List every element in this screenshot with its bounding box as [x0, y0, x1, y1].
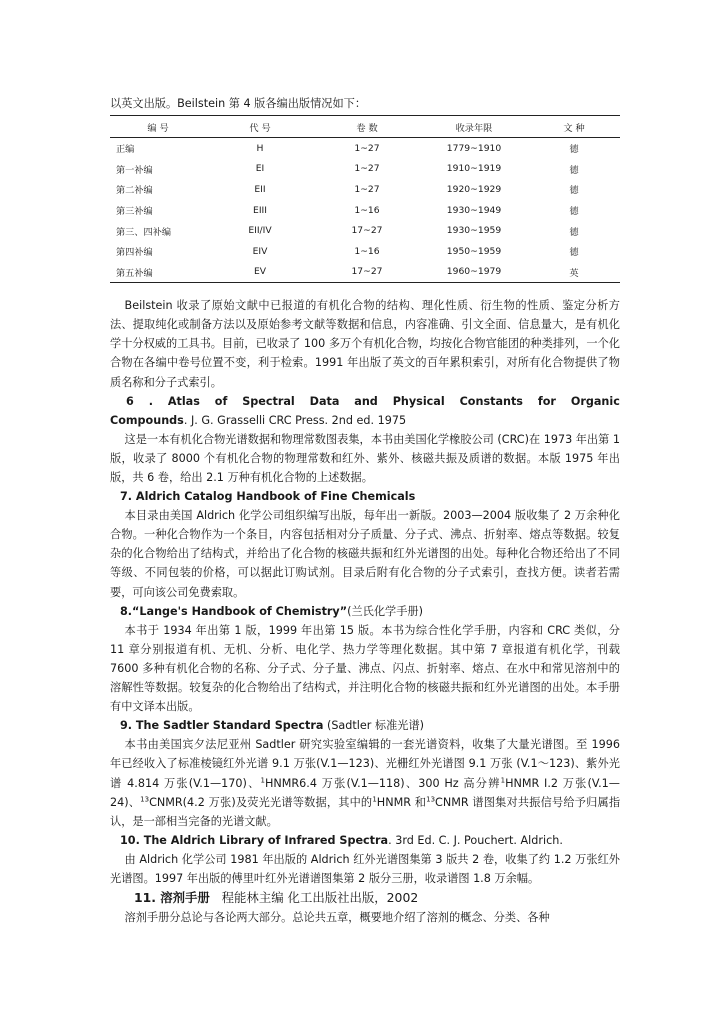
- cell-volumes: 17~27: [351, 225, 383, 237]
- table-row: [110, 138, 620, 159]
- document-page: [110, 96, 620, 927]
- table-row: [110, 262, 620, 283]
- beilstein-paragraph: Beilstein 收录了原始文献中已报道的有机化合物的结构、理化性质、衍生物的性质、鉴定分析方法、提取纯化或制备方法以及原始参考文献等数据和信息，内容准确、引文全面、信息量大，是有机化学十分权威的工具书。目前，已收录了 100 多万个有机化合物，均按化合物官能团的种类排列，一个化合物在各编中卷号位置不变，利于检索。1991 年出版了英文的百年累积索引，对所有化合物提供了物质名称和分子式索引。: [110, 299, 620, 389]
- cell-years: 1950~1959: [446, 245, 502, 257]
- header-code: 代 号: [206, 116, 314, 138]
- cell-language: 德: [569, 144, 579, 156]
- table-row: [110, 241, 620, 262]
- cell-code: H: [256, 142, 264, 154]
- section-9-title: 9. The Sadtler Standard Spectra (Sadtler 标准光谱): [120, 719, 425, 733]
- cell-number: 正编: [116, 144, 135, 156]
- header-number: 编 号: [110, 116, 206, 138]
- table-header-row: [110, 116, 620, 138]
- section-11-body: 溶剂手册分总论与各论两大部分。总论共五章，概要地介绍了溶剂的概念、分类、各种: [124, 911, 550, 925]
- cell-number: 第五补编: [110, 262, 206, 283]
- cell-volumes: 1~16: [354, 245, 380, 257]
- cell-language: 德: [569, 206, 579, 218]
- table-row: [110, 200, 620, 221]
- section-10-title: 10. The Aldrich Library of Infrared Spectra. 3rd Ed. C. J. Pouchert. Aldrich.: [120, 833, 563, 847]
- cell-years: 1920~1929: [446, 183, 502, 195]
- header-years: 收录年限: [420, 116, 528, 138]
- cell-number: 第一补编: [116, 164, 153, 176]
- section-7-body: 本目录由美国 Aldrich 化学公司组织编写出版，每年出一新版。2003—2004 版收集了 2 万余种化合物。一种化合物作为一个条目，内容包括相对分子质量、分子式、沸点、折射率、熔点等数据。较复杂的化合物给出了结构式，并给出了化合物的核磁共振和红外光谱图的出处。每种化合物还给出了不同等级、不同包装的价格，可以据此订购试剂。目录后附有化合物的分子式索引，查找方便。读者若需要，可向该公司免费索取。: [110, 509, 620, 599]
- cell-volumes: 17~27: [314, 262, 420, 283]
- cell-number: 第三补编: [116, 206, 153, 218]
- cell-volumes: 1~27: [354, 163, 380, 175]
- cell-language: 英: [528, 262, 620, 283]
- cell-code: EV: [206, 262, 314, 283]
- cell-years: 1960~1979: [420, 262, 528, 283]
- cell-code: EIII: [253, 204, 267, 216]
- cell-code: EII/IV: [248, 225, 272, 237]
- section-8-body: 本书于 1934 年出第 1 版，1999 年出第 15 版。本书为综合性化学手册，内容和 CRC 类似，分 11 章分别报道有机、无机、分析、电化学、热力学等理化数据。其中第 7 章报道有机化学，刊载 7600 多种有机化合物的名称、分子式、分子量、沸点、闪点、折射率、熔点、在水中和常见溶剂中的溶解性等数据。较复杂的化合物给出了结构式，并注明化合物的核磁共振和红外光谱图的出处。本手册有中文译本出版。: [110, 623, 620, 714]
- cell-volumes: 1~27: [354, 183, 380, 195]
- section-7-title: 7. Aldrich Catalog Handbook of Fine Chemicals: [120, 490, 416, 504]
- section-6-citation: Compounds. J. G. Grasselli CRC Press. 2nd ed. 1975: [110, 413, 407, 427]
- cell-years: 1779~1910: [446, 142, 502, 154]
- section-8-title: 8.“Lange's Handbook of Chemistry”(兰氏化学手册): [120, 604, 423, 618]
- table-row: [110, 159, 620, 180]
- cell-years: 1930~1959: [446, 225, 502, 237]
- cell-number: 第三、四补编: [116, 226, 172, 238]
- section-6-title: 6 . Atlas of Spectral Data and Physical Constants for Organic: [126, 394, 620, 408]
- table-row: [110, 220, 620, 241]
- section-10-body: 由 Aldrich 化学公司 1981 年出版的 Aldrich 红外光谱图集第 3 版共 2 卷，收集了约 1.2 万张红外光谱图。1997 年出版的傅里叶红外光谱谱图集第 2 版分三册，收录谱图 1.8 万余幅。: [110, 852, 620, 885]
- intro-text: 以英文出版。Beilstein 第 4 版各编出版情况如下：: [110, 97, 367, 110]
- cell-language: 德: [569, 185, 579, 197]
- cell-years: 1910~1919: [446, 163, 502, 175]
- section-6-body: 这是一本有机化合物光谱数据和物理常数图表集，本书由美国化学橡胶公司 (CRC)在 1973 年出第 1 版，收录了 8000 个有机化合物的物理常数和红外、紫外、核磁共振及质谱的数据。本版 1975 年出版，共 6 卷，给出 2.1 万种有机化合物的上述数据。: [110, 432, 620, 484]
- cell-number: 第二补编: [116, 185, 153, 197]
- cell-code: EIV: [252, 245, 268, 257]
- cell-code: EII: [254, 183, 266, 195]
- table-row: [110, 179, 620, 200]
- section-11-title: 11. 溶剂手册 程能林主编 化工出版社出版，2002: [134, 890, 419, 906]
- cell-number: 第四补编: [116, 247, 153, 259]
- cell-language: 德: [569, 247, 579, 259]
- header-volumes: 卷 数: [314, 116, 420, 138]
- cell-language: 德: [569, 226, 579, 238]
- cell-years: 1930~1949: [446, 204, 502, 216]
- beilstein-edition-table: [110, 115, 620, 283]
- header-language: 文 种: [528, 116, 620, 138]
- cell-volumes: 1~27: [354, 142, 380, 154]
- section-9-body: 本书由美国宾夕法尼亚州 Sadtler 研究实验室编辑的一套光谱资料，收集了大量光谱图。至 1996 年已经收入了标准棱镜红外光谱 9.1 万张(V.1—123)、光栅红外光谱图 9.1 万张 (V.1～123)、紫外光谱 4.814 万张(V.1—170)、$^1$HNMR6.4 万张(V.1—118)、300 Hz 高分辨$^1$HNMR I.2 万张(V.1—24)、$^{13}$CNMR(4.2 万张)及荧光光谱等数据，其中的$^1$HNMR 和$^{13}$CNMR 谱图集对共振信号给予归属指认，是一部相当完备的光谱文献。: [110, 738, 621, 828]
- cell-volumes: 1~16: [354, 204, 380, 216]
- cell-language: 德: [569, 164, 579, 176]
- cell-code: EI: [255, 163, 265, 175]
